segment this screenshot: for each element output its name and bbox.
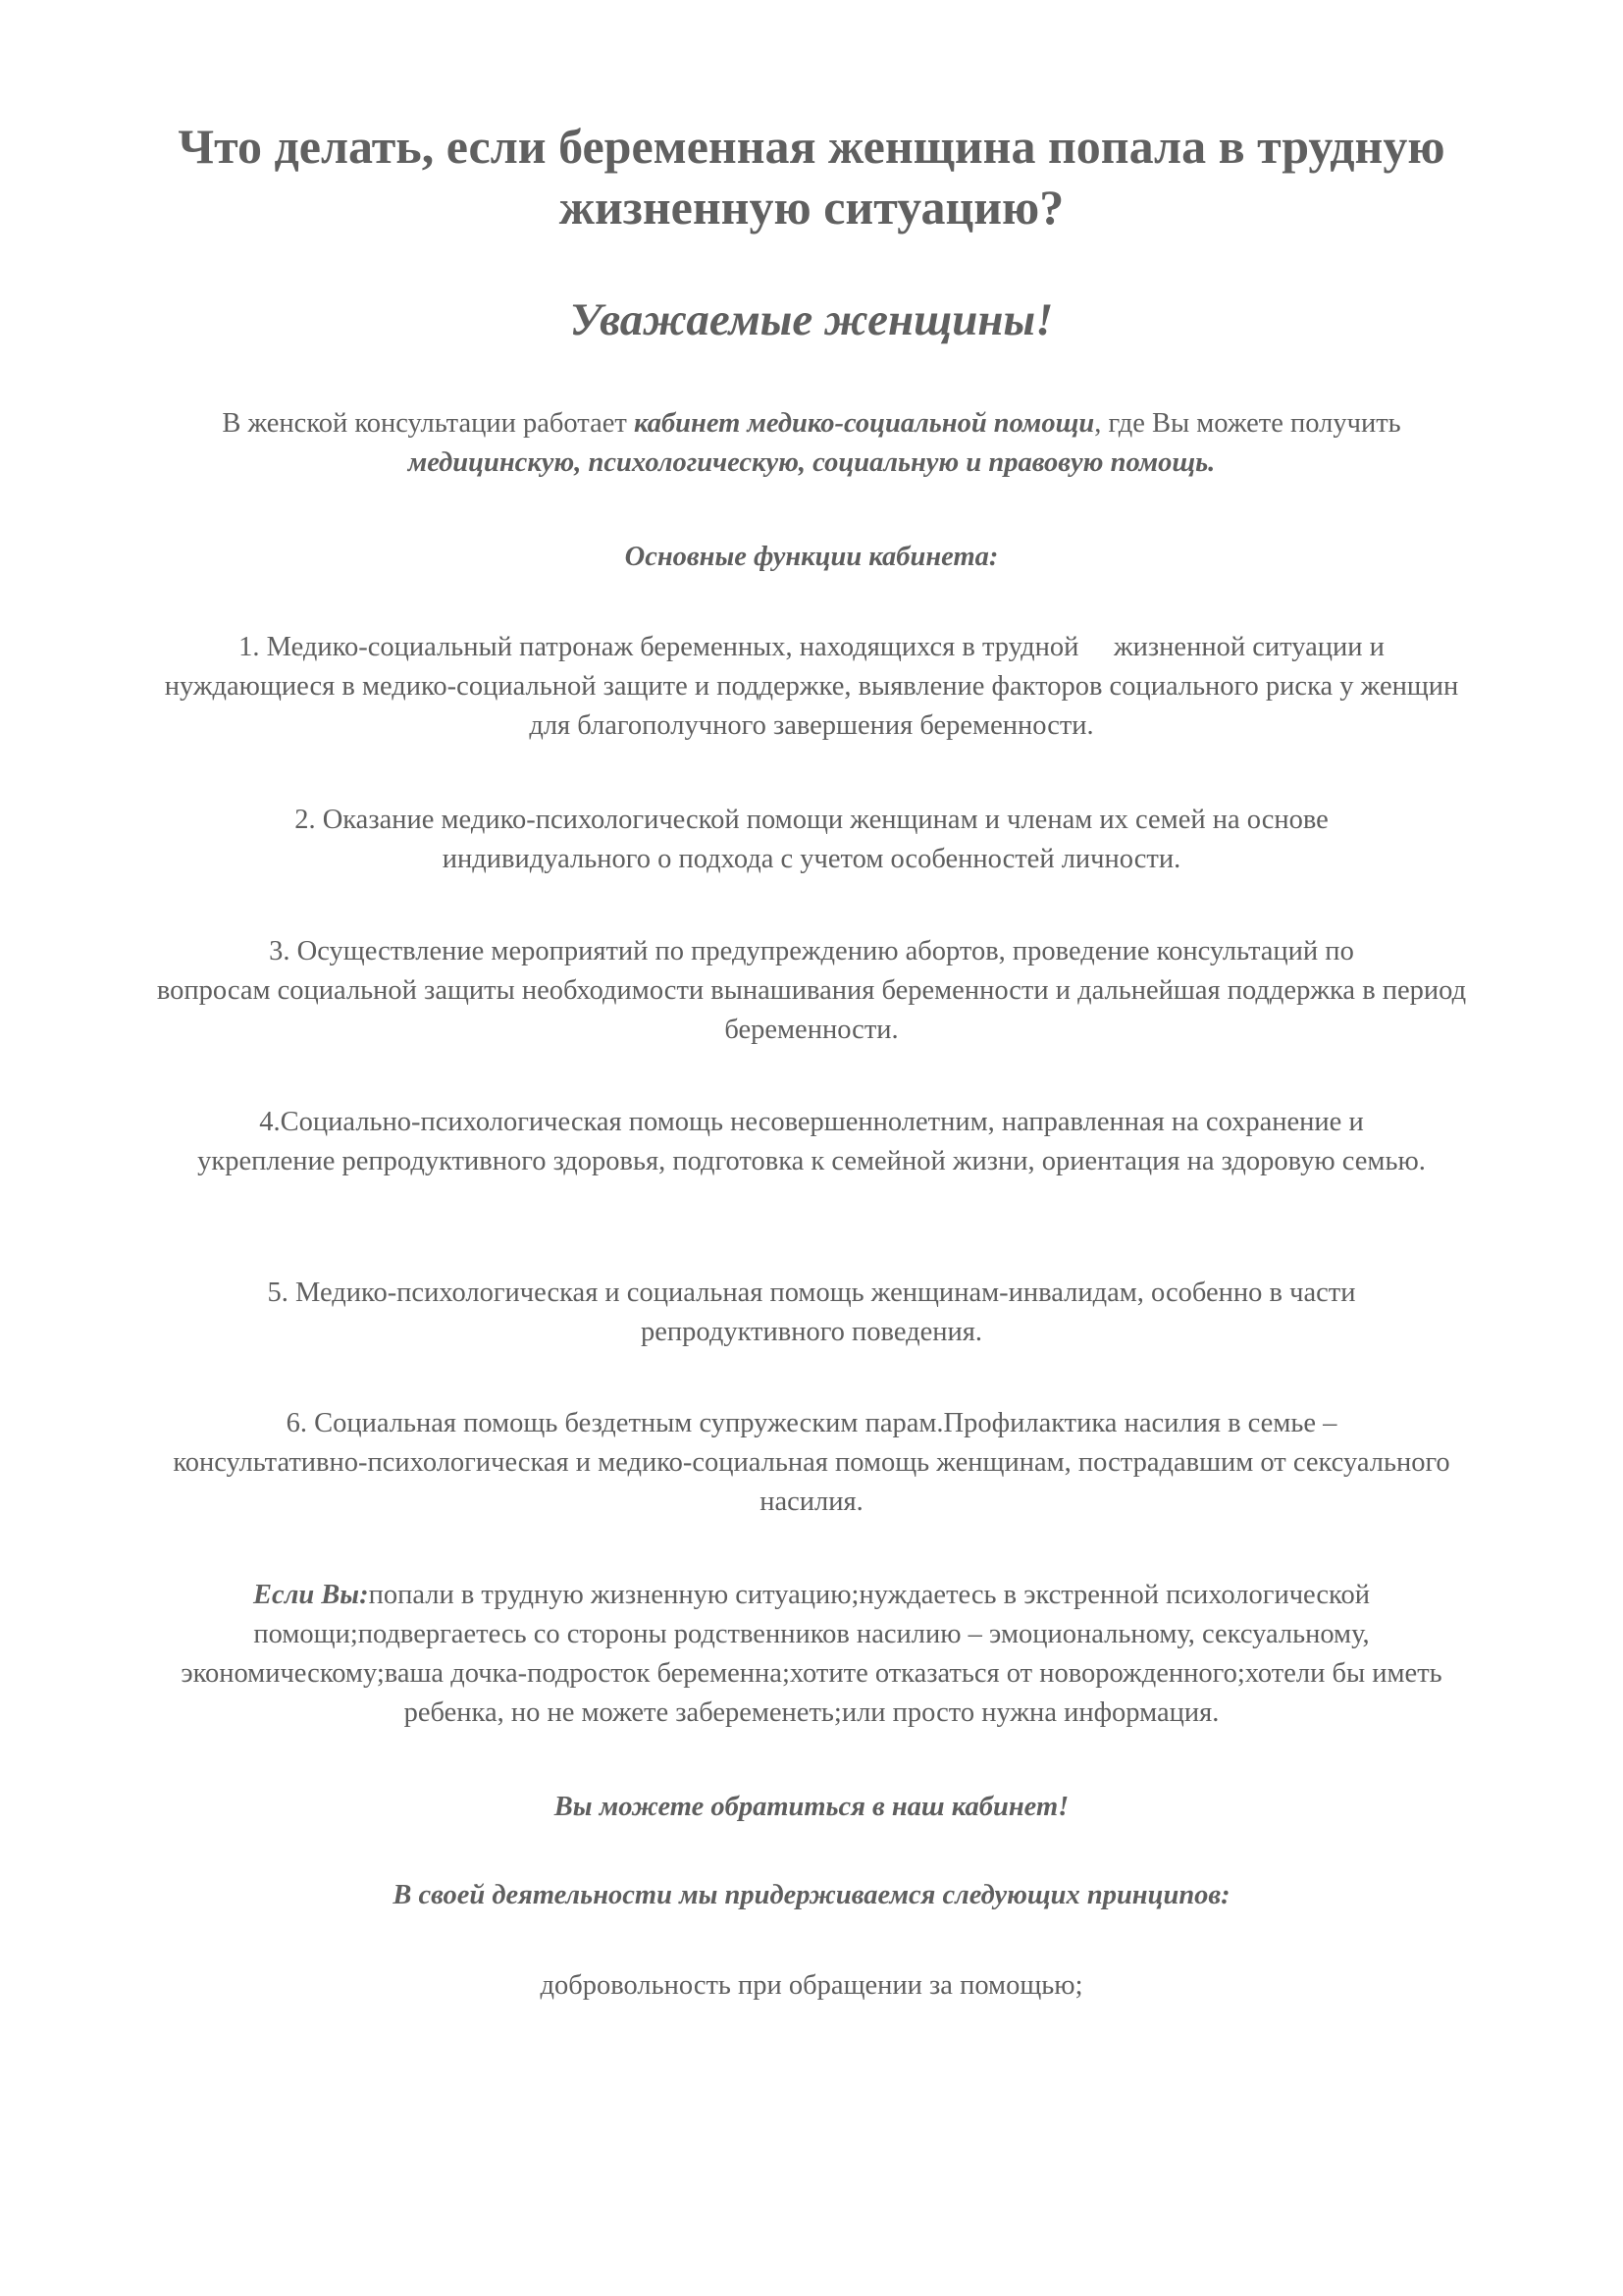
functions-heading: Основные функции кабинета: xyxy=(624,542,999,572)
function-item-4 xyxy=(147,1103,1476,1181)
if-you-paragraph xyxy=(147,1576,1476,1733)
if-you-text: попали в трудную жизненную ситуацию;нуждаетесь в экстренной психологической помощи;подвергаетесь со стороны родственников насилию – эмоциональному, сексуальному, экономическому;ваша дочка-подросток беременна;хотите отказаться от новорожденного;хотели бы иметь ребенка, но не можете забеременеть;или просто нужна информация. xyxy=(181,1580,1442,1728)
page-title-line-2: жизненную ситуацию? xyxy=(558,180,1065,235)
function-item-1-line-1: 1. Медико-социальный патронаж беременных, находящихся в трудной жизненной ситуации и xyxy=(238,632,1385,662)
principle-item-1: добровольность при обращении за помощью; xyxy=(540,1970,1083,2001)
function-item-3-line-1: 3. Осуществление мероприятий по предупреждению абортов, проведение консультаций по xyxy=(269,936,1354,966)
page-title-line-1: Что делать, если беременная женщина попала в трудную xyxy=(178,119,1445,174)
function-item-2 xyxy=(147,801,1476,879)
function-item-1-rest: нуждающиеся в медико-социальной защите и поддержке, выявление факторов социального риска у женщин для благополучного завершения беременности. xyxy=(164,671,1459,741)
intro-text-1: В женской консультации работает xyxy=(222,408,634,439)
greeting-heading: Уважаемые женщины! xyxy=(569,294,1054,345)
page-title xyxy=(147,116,1476,237)
function-item-5-rest: репродуктивного поведения. xyxy=(640,1317,983,1347)
intro-paragraph xyxy=(147,404,1476,483)
function-item-1 xyxy=(147,628,1476,746)
function-item-3 xyxy=(147,932,1476,1050)
function-item-5-line-1: 5. Медико-психологическая и социальная помощь женщинам-инвалидам, особенно в части xyxy=(267,1278,1356,1308)
function-item-2-line-1: 2. Оказание медико-психологической помощи женщинам и членам их семей на основе xyxy=(294,805,1329,835)
if-you-lead: Если Вы: xyxy=(253,1580,369,1610)
function-item-4-rest: укрепление репродуктивного здоровья, подготовка к семейной жизни, ориентация на здоровую семью. xyxy=(197,1146,1426,1176)
function-item-6-rest: консультативно-психологическая и медико-социальная помощь женщинам, пострадавшим от сексуального насилия. xyxy=(173,1447,1450,1517)
intro-emphasis-help-types: медицинскую, психологическую, социальную и правовую помощь. xyxy=(407,447,1216,478)
function-item-6 xyxy=(147,1404,1476,1522)
function-item-3-rest: вопросам социальной защиты необходимости вынашивания беременности и дальнейшая поддержка в период беременности. xyxy=(156,975,1467,1045)
function-item-2-rest: индивидуального о подхода с учетом особенностей личности. xyxy=(442,844,1181,874)
contact-call-to-action: Вы можете обратиться в наш кабинет! xyxy=(553,1792,1070,1822)
function-item-5 xyxy=(147,1274,1476,1352)
intro-text-2: , где Вы можете получить xyxy=(1094,408,1401,439)
principles-heading: В своей деятельности мы придерживаемся следующих принципов: xyxy=(393,1880,1230,1910)
function-item-6-line-1: 6. Социальная помощь бездетным супружеским парам.Профилактика насилия в семье – xyxy=(286,1408,1337,1438)
function-item-4-line-1: 4.Социально-психологическая помощь несовершеннолетним, направленная на сохранение и xyxy=(259,1107,1364,1137)
intro-emphasis-office: кабинет медико-социальной помощи xyxy=(633,408,1095,439)
